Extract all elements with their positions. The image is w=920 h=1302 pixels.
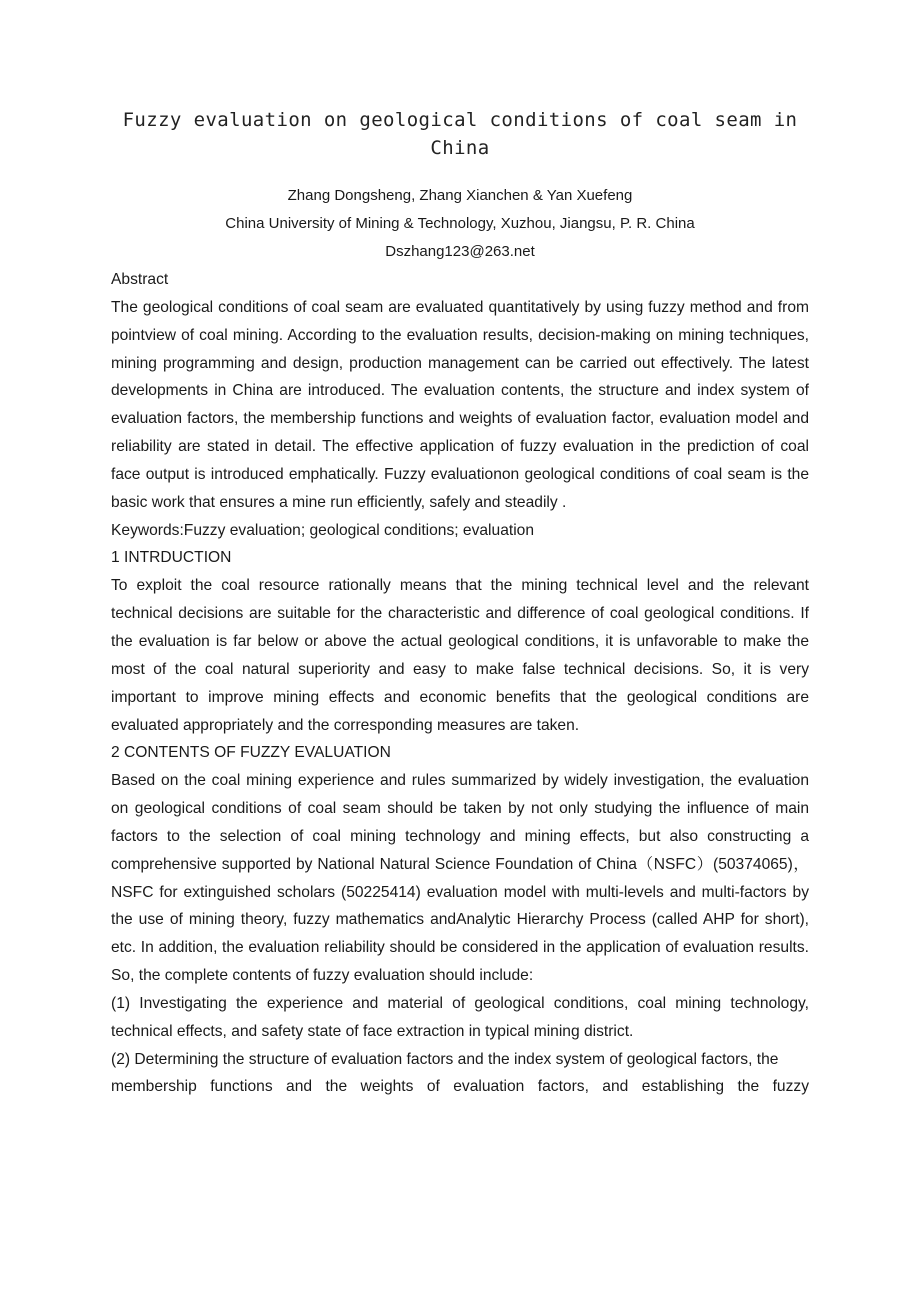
author-line: Zhang Dongsheng, Zhang Xianchen & Yan Xuefeng (287, 187, 633, 204)
abstract-text: The geological conditions of coal seam are evaluated quantitatively by using fuzzy method and from pointview of coal mining. According to the evaluation results, decision-making on mining techniques, mining programming and design, production management can be carried out effectively. The latest developments in China are introduced. The evaluation contents, the structure and index system of evaluation factors, the membership functions and weights of evaluation factor, evaluation model and reliability are stated in detail. The effective application of fuzzy evaluation in the prediction of coal face output is introduced emphatically. Fuzzy evaluationon geological conditions of coal seam is the basic work that ensures a mine run efficiently, safely and steadily . (111, 298, 809, 511)
list-item-2: (2) Determining the structure of evaluation factors and the index system of geological factors, the (111, 1050, 779, 1068)
abstract-heading: Abstract (111, 271, 169, 288)
section-1-heading: 1 INTRDUCTION (111, 549, 232, 567)
paper-body (111, 266, 809, 1101)
section-1-text: To exploit the coal resource rationally means that the mining technical level and the relevant technical decisions are suitable for the characteristic and difference of coal geological conditions. If the evaluation is far below or above the actual geological conditions, it is unfavorable to make the most of the coal natural superiority and easy to make false technical decisions. So, it is very important to improve mining effects and economic benefits that the geological conditions are evaluated appropriately and the corresponding measures are taken. (111, 577, 809, 734)
affiliation-line: China University of Mining & Technology, Xuzhou, Jiangsu, P. R. China (225, 215, 695, 232)
list-item-2-continued: membership functions and the weights of evaluation factors, and establishing the fuzzy (111, 1078, 809, 1096)
keywords: Keywords:Fuzzy evaluation; geological conditions; evaluation (111, 521, 535, 539)
list-item-1: (1) Investigating the experience and material of geological conditions, coal mining technology, technical effects, and safety state of face extraction in typical mining district. (111, 994, 809, 1040)
paper-title: Fuzzy evaluation on geological conditions of coal seam in China (122, 109, 798, 159)
section-2-text: Based on the coal mining experience and rules summarized by widely investigation, the evaluation on geological conditions of coal seam should be taken by not only studying the influence of main factors to the selection of coal mining technology and mining effects, but also constructing a comprehensive supported by National Natural Science Foundation of China（NSFC）(50374065)，NSFC for extinguished scholars (50225414) evaluation model with multi-levels and multi-factors by the use of mining theory, fuzzy mathematics andAnalytic Hierarchy Process (called AHP for short), etc. In addition, the evaluation reliability should be considered in the application of evaluation results. So, the complete contents of fuzzy evaluation should include: (111, 772, 809, 985)
section-2-heading: 2 CONTENTS OF FUZZY EVALUATION (111, 744, 391, 762)
email-link[interactable]: Dszhang123@263.net (385, 243, 535, 260)
